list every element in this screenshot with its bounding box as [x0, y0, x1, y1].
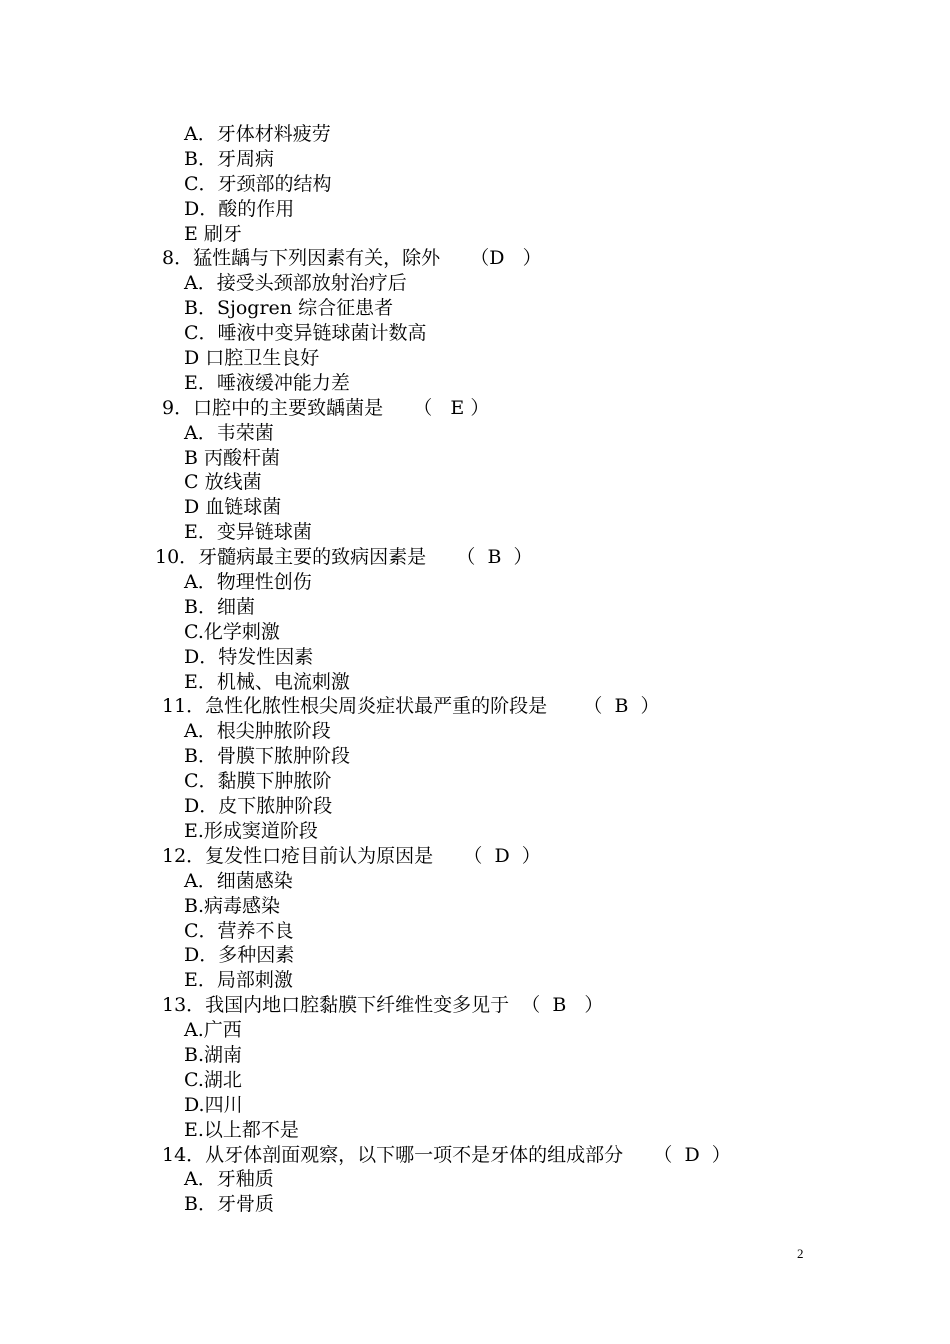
page-number: 2	[797, 1246, 804, 1261]
answer-option: D 口腔卫生良好	[184, 347, 320, 370]
answer-option: A．接受头颈部放射治疗后	[184, 272, 407, 295]
answer-option: D．皮下脓肿阶段	[184, 795, 333, 818]
answer-option: E 刷牙	[184, 222, 242, 245]
question-stem: 9．口腔中的主要致龋菌是 （ E ）	[162, 396, 490, 419]
answer-option: B.病毒感染	[184, 894, 281, 917]
answer-option: B．Sjogren 综合征患者	[184, 297, 394, 320]
answer-option: B 丙酸杆菌	[184, 446, 281, 469]
answer-option: E．变异链球菌	[184, 521, 312, 544]
question-stem: 12．复发性口疮目前认为原因是 （ D ）	[162, 844, 541, 867]
answer-option: D．酸的作用	[184, 197, 295, 220]
answer-option: C 放线菌	[184, 471, 262, 494]
question-stem: 8．猛性龋与下列因素有关，除外 （D ）	[162, 247, 542, 270]
question-stem: 10．牙髓病最主要的致病因素是 （ B ）	[155, 546, 533, 569]
answer-option: A．根尖肿脓阶段	[184, 720, 331, 743]
answer-option: E．局部刺激	[184, 969, 293, 992]
answer-option: B．牙周病	[184, 147, 274, 170]
question-stem: 13．我国内地口腔黏膜下纤维性变多见于 （ B ）	[162, 994, 604, 1017]
answer-option: E.形成窦道阶段	[184, 819, 318, 842]
answer-option: A．细菌感染	[184, 869, 293, 892]
answer-option: A．牙釉质	[184, 1168, 274, 1191]
answer-option: C．黏膜下肿脓阶	[184, 770, 332, 793]
answer-option: D 血链球菌	[184, 496, 282, 519]
answer-option: D．特发性因素	[184, 645, 314, 668]
answer-option: C.湖北	[184, 1068, 242, 1091]
answer-option: D.四川	[184, 1093, 243, 1116]
answer-option: E．唾液缓冲能力差	[184, 371, 350, 394]
question-list	[0, 122, 950, 1217]
answer-option: C．营养不良	[184, 919, 294, 942]
answer-option: C．唾液中变异链球菌计数高	[184, 322, 427, 345]
answer-option: D．多种因素	[184, 944, 295, 967]
question-stem: 11．急性化脓性根尖周炎症状最严重的阶段是 （ B ）	[162, 695, 660, 718]
answer-option: C.化学刺激	[184, 620, 280, 643]
answer-option: A．牙体材料疲劳	[184, 123, 331, 145]
answer-option: E.以上都不是	[184, 1118, 299, 1141]
answer-option: A．韦荣菌	[184, 421, 274, 444]
question-stem: 14．从牙体剖面观察，以下哪一项不是牙体的组成部分 （ D ）	[162, 1143, 731, 1166]
answer-option: E．机械、电流刺激	[184, 670, 350, 693]
answer-option: C．牙颈部的结构	[184, 172, 332, 195]
answer-option: A.广西	[184, 1019, 242, 1042]
answer-option: B.湖南	[184, 1043, 243, 1066]
answer-option: B．骨膜下脓肿阶段	[184, 745, 350, 768]
answer-option: B．牙骨质	[184, 1193, 274, 1216]
answer-option: B．细菌	[184, 595, 255, 618]
answer-option: A．物理性创伤	[184, 571, 312, 594]
